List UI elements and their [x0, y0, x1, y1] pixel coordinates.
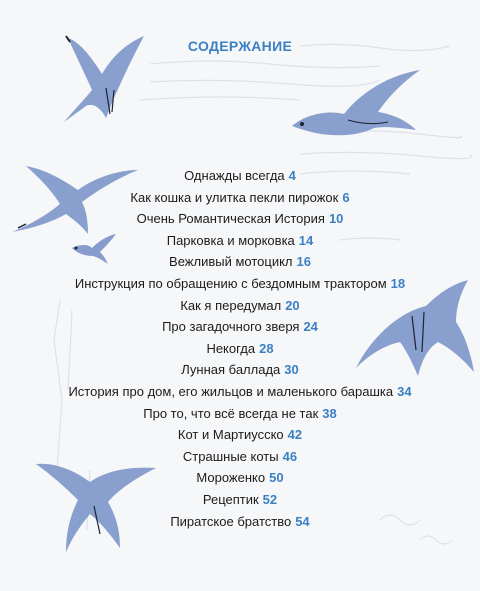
toc-entry[interactable] — [0, 338, 480, 360]
toc-entry[interactable] — [0, 359, 480, 381]
toc-entry[interactable] — [0, 187, 480, 209]
toc-entry-title: Некогда — [206, 340, 256, 356]
toc-entry[interactable] — [0, 446, 480, 468]
toc-entry[interactable] — [0, 403, 480, 425]
swallow-illustration — [288, 64, 428, 146]
toc-entry[interactable] — [0, 273, 480, 295]
toc-entry[interactable] — [0, 489, 480, 511]
toc-entry-title: Мороженко — [196, 470, 266, 486]
toc-entry-page: 18 — [390, 275, 406, 291]
toc-entry-page: 38 — [322, 405, 337, 421]
toc-list — [0, 165, 480, 532]
toc-entry-title: Инструкция по обращению с бездомным трактором — [74, 275, 387, 291]
toc-entry-title: Про то, что всё всегда не так — [143, 405, 319, 421]
toc-entry[interactable] — [0, 208, 480, 230]
toc-entry-page: 24 — [303, 319, 318, 335]
toc-entry[interactable] — [0, 251, 480, 273]
toc-entry-title: Рецептик — [202, 491, 259, 507]
toc-entry-page: 10 — [328, 211, 344, 227]
toc-entry-page: 50 — [269, 470, 284, 486]
toc-entry-page: 4 — [288, 168, 296, 183]
toc-entry-title: Страшные коты — [182, 448, 279, 464]
toc-entry-title: Про загадочного зверя — [162, 319, 300, 335]
toc-entry-title: Однажды всегда — [184, 168, 285, 183]
toc-entry[interactable] — [0, 316, 480, 338]
toc-entry-page: 52 — [262, 491, 278, 507]
toc-entry-title: Парковка и морковка — [166, 232, 295, 248]
toc-entry-title: Очень Романтическая История — [136, 211, 325, 227]
toc-entry-page: 14 — [298, 232, 314, 248]
toc-entry-page: 6 — [342, 189, 350, 205]
toc-heading: СОДЕРЖАНИЕ — [187, 38, 293, 54]
toc-entry[interactable] — [0, 467, 480, 489]
toc-entry-title: Как кошка и улитка пекли пирожок — [130, 189, 339, 205]
toc-entry-title: Лунная баллада — [181, 362, 281, 378]
toc-entry-page: 54 — [295, 513, 310, 529]
toc-entry[interactable] — [0, 295, 480, 317]
toc-entry-title: Кот и Мартиусско — [177, 427, 284, 443]
toc-entry-page: 28 — [259, 340, 274, 356]
toc-entry[interactable] — [0, 230, 480, 252]
toc-entry-page: 34 — [397, 383, 412, 399]
toc-entry-page: 42 — [287, 427, 303, 443]
toc-entry-title: Пиратское братство — [170, 513, 292, 529]
toc-entry[interactable] — [0, 511, 480, 533]
toc-entry[interactable] — [0, 424, 480, 446]
toc-entry-title: Вежливый мотоцикл — [169, 254, 293, 270]
toc-entry[interactable] — [0, 165, 480, 187]
toc-entry-title: Как я передумал — [180, 297, 282, 313]
toc-entry-page: 46 — [282, 448, 298, 464]
toc-entry[interactable] — [0, 381, 480, 403]
toc-entry-page: 30 — [284, 362, 299, 378]
toc-entry-page: 20 — [285, 297, 300, 313]
toc-entry-page: 16 — [296, 254, 311, 270]
toc-entry-title: История про дом, его жильцов и маленького барашка — [68, 383, 394, 399]
